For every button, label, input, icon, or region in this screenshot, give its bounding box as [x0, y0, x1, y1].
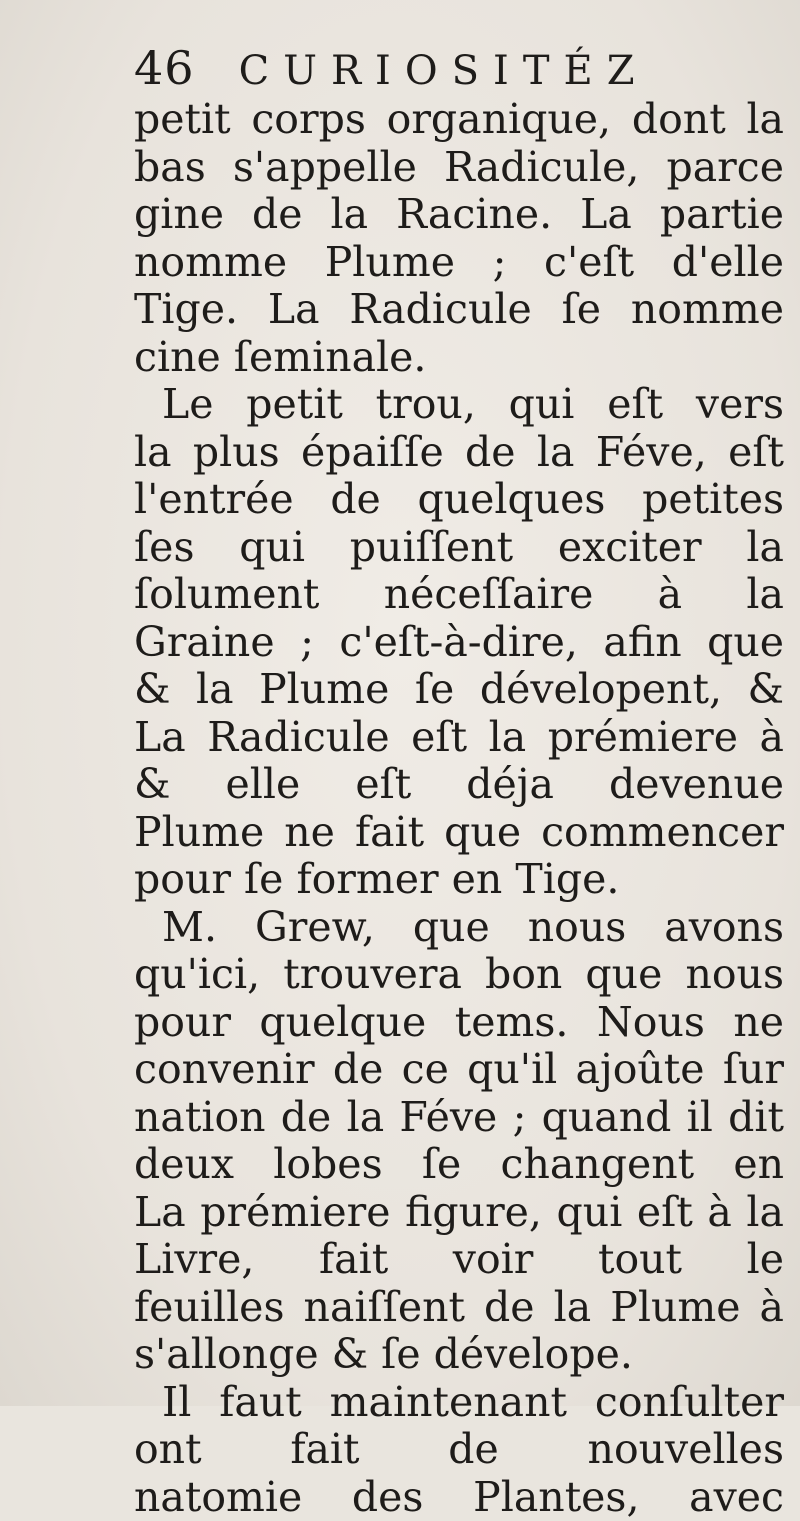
text-line — [120, 429, 784, 477]
text-line-content: ſolument néceſſaire à la — [134, 571, 784, 619]
text-line-content: Tige. La Radicule ſe nomme — [134, 286, 784, 334]
text-line — [120, 1474, 784, 1521]
text-line-content: Graine ; c'eſt-à-dire, afin que — [134, 619, 784, 667]
text-line-content: nation de la Féve ; quand il dit — [134, 1094, 784, 1142]
text-line-content: & la Plume ſe dévelopent, & — [134, 666, 784, 714]
text-line-content: l'entrée de quelques petites — [134, 476, 784, 524]
text-line — [120, 1379, 784, 1427]
text-line — [120, 96, 784, 144]
text-line-content: La prémiere figure, qui eſt à la — [134, 1189, 784, 1237]
text-line — [120, 714, 784, 762]
text-line — [120, 856, 784, 904]
text-line — [120, 1141, 784, 1189]
text-line-content: feuilles naiſſent de la Plume à — [134, 1284, 784, 1332]
text-line — [120, 951, 784, 999]
text-line-content: pour ſe former en Tige. — [134, 856, 784, 904]
text-line — [120, 239, 784, 287]
text-line-content: Livre, fait voir tout le — [134, 1236, 784, 1284]
text-line — [120, 761, 784, 809]
text-line-content: bas s'appelle Radicule, parce — [134, 144, 784, 192]
text-line — [120, 1094, 784, 1142]
text-line-content: nomme Plume ; c'eſt d'elle — [134, 239, 784, 287]
text-line-content: natomie des Plantes, avec — [134, 1474, 784, 1521]
text-line — [120, 1331, 784, 1379]
body-text — [120, 96, 784, 1521]
text-line-content: pour quelque tems. Nous ne — [134, 999, 784, 1047]
text-line-content: ſes qui puiſſent exciter la — [134, 524, 784, 572]
text-line-content: petit corps organique, dont la — [134, 96, 784, 144]
text-line — [120, 1426, 784, 1474]
text-line — [120, 666, 784, 714]
text-line — [120, 524, 784, 572]
running-title: CURIOSITÉZ — [239, 48, 649, 94]
text-line-content: deux lobes ſe changent en — [134, 1141, 784, 1189]
text-line-content: ont fait de nouvelles — [134, 1426, 784, 1474]
text-line — [120, 571, 784, 619]
text-line-content: cine ſeminale. — [134, 334, 784, 382]
text-line — [120, 999, 784, 1047]
text-line-content: M. Grew, que nous avons — [162, 904, 784, 952]
running-header — [134, 40, 774, 96]
text-line — [120, 286, 784, 334]
text-line-content: & elle eſt déja devenue — [134, 761, 784, 809]
text-line — [120, 1284, 784, 1332]
text-line-content: la plus épaiſſe de la Féve, eſt — [134, 429, 784, 477]
text-line — [120, 904, 784, 952]
text-line — [120, 334, 784, 382]
text-line-content: Le petit trou, qui eſt vers — [162, 381, 784, 429]
text-line — [120, 1046, 784, 1094]
text-line — [120, 144, 784, 192]
text-line-content: La Radicule eſt la prémiere à — [134, 714, 784, 762]
text-line-content: s'allonge & ſe dévelope. — [134, 1331, 784, 1379]
page-number: 46 — [134, 40, 224, 96]
text-line-content: Il faut maintenant conſulter — [162, 1379, 784, 1427]
text-line — [120, 619, 784, 667]
text-line — [120, 381, 784, 429]
text-line-content: convenir de ce qu'il ajoûte ſur — [134, 1046, 784, 1094]
text-line — [120, 476, 784, 524]
text-line-content: gine de la Racine. La partie — [134, 191, 784, 239]
text-line — [120, 191, 784, 239]
text-line — [120, 1236, 784, 1284]
text-line-content: Plume ne fait que commencer — [134, 809, 784, 857]
text-line — [120, 809, 784, 857]
text-line-content: qu'ici, trouvera bon que nous — [134, 951, 784, 999]
text-line — [120, 1189, 784, 1237]
